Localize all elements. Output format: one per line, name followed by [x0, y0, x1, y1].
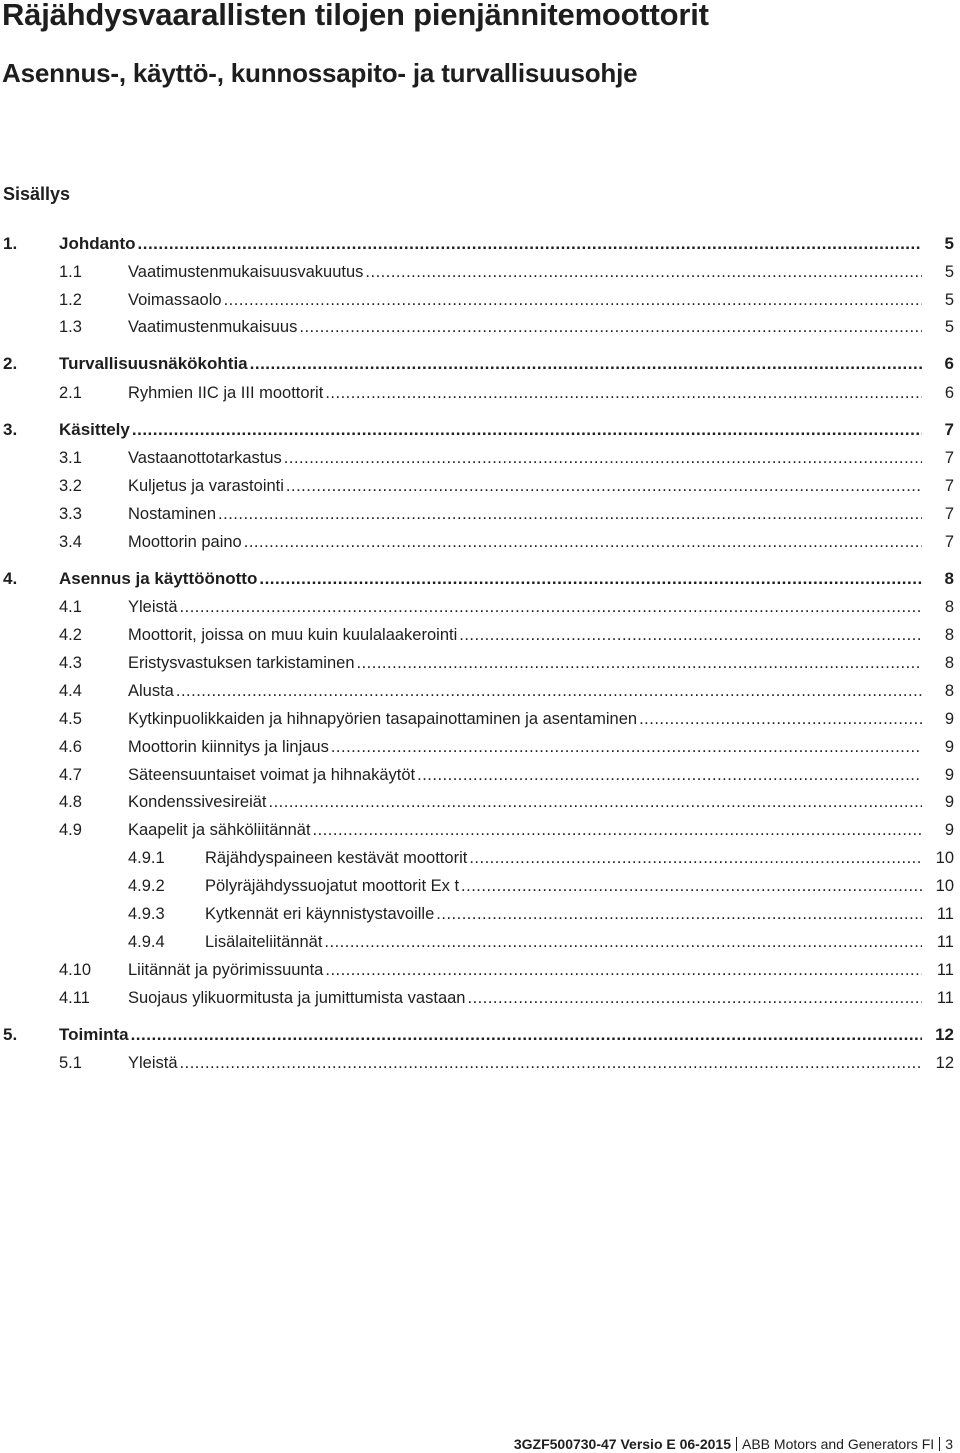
- toc-leader-dots: [417, 762, 922, 788]
- toc-entry-title: Moottorin paino: [128, 533, 242, 551]
- toc-entry[interactable]: [0, 957, 960, 983]
- toc-entry[interactable]: [0, 873, 960, 899]
- toc-entry-page: 7: [944, 505, 954, 523]
- toc-entry-title: Moottorin kiinnitys ja linjaus: [128, 738, 329, 756]
- toc-entry-number: 4.6: [59, 738, 82, 756]
- toc-entry-page: 12: [935, 1025, 954, 1044]
- toc-entry[interactable]: [0, 501, 960, 527]
- toc-entry[interactable]: [0, 259, 960, 285]
- toc-entry[interactable]: [0, 380, 960, 406]
- toc-entry-title: Turvallisuusnäkökohtia: [59, 354, 248, 373]
- toc-entry-title: Yleistä: [128, 1054, 178, 1072]
- toc-entry-number: 4.2: [59, 626, 82, 644]
- toc-entry-title: Pölyräjähdyssuojatut moottorit Ex t: [205, 877, 460, 895]
- toc-entry-number: 4.9.2: [128, 877, 165, 895]
- toc-entry-number: 4.1: [59, 598, 82, 616]
- toc-entry-title: Kaapelit ja sähköliitännät: [128, 821, 311, 839]
- toc-leader-dots: [461, 873, 922, 899]
- toc-entry-page: 12: [935, 1054, 954, 1072]
- toc-entry-number: 4.5: [59, 710, 82, 728]
- toc-leader-dots: [132, 417, 922, 443]
- toc-leader-dots: [299, 314, 922, 340]
- toc-entry-number: 5.: [3, 1025, 18, 1044]
- toc-leader-dots: [131, 1022, 922, 1048]
- toc-entry-title: Kondenssivesireiät: [128, 793, 267, 811]
- toc-entry[interactable]: [0, 1022, 960, 1048]
- footer-divider: [939, 1437, 940, 1451]
- toc-leader-dots: [365, 259, 922, 285]
- toc-entry-number: 5.1: [59, 1054, 82, 1072]
- toc-leader-dots: [180, 594, 922, 620]
- toc-entry-number: 4.: [3, 569, 18, 588]
- toc-entry-number: 4.9: [59, 821, 82, 839]
- toc-leader-dots: [138, 231, 923, 257]
- toc-entry[interactable]: [0, 678, 960, 704]
- toc-entry-number: 4.3: [59, 654, 82, 672]
- toc-entry-page: 9: [944, 766, 954, 784]
- toc-leader-dots: [357, 650, 923, 676]
- toc-leader-dots: [180, 1050, 922, 1076]
- toc-entry[interactable]: [0, 706, 960, 732]
- toc-entry-page: 11: [936, 961, 954, 979]
- toc-entry-title: Alusta: [128, 682, 174, 700]
- toc-leader-dots: [325, 380, 922, 406]
- document-title: Räjähdysvaarallisten tilojen pienjännitemoottorit: [2, 0, 709, 32]
- toc-entry-page: 7: [944, 420, 954, 439]
- toc-leader-dots: [224, 287, 922, 313]
- toc-leader-dots: [331, 734, 922, 760]
- footer-page-number: 3: [945, 1436, 953, 1452]
- toc-entry[interactable]: [0, 622, 960, 648]
- toc-entry-page: 8: [944, 654, 954, 672]
- toc-entry-number: 2.: [3, 354, 18, 373]
- toc-leader-dots: [639, 706, 922, 732]
- toc-entry-title: Vaatimustenmukaisuus: [128, 318, 298, 336]
- toc-entry-page: 11: [936, 905, 954, 923]
- toc-entry-page: 9: [944, 710, 954, 728]
- toc-entry-page: 6: [944, 354, 954, 373]
- toc-entry-page: 8: [944, 598, 954, 616]
- toc-leader-dots: [325, 957, 922, 983]
- toc-leader-dots: [244, 529, 922, 555]
- toc-leader-dots: [284, 445, 922, 471]
- toc-entry-page: 6: [944, 384, 954, 402]
- toc-entry-number: 1.1: [59, 263, 82, 281]
- toc-entry-title: Käsittely: [59, 420, 130, 439]
- page-footer: [514, 1435, 953, 1453]
- toc-entry-page: 7: [944, 477, 954, 495]
- toc-entry-title: Liitännät ja pyörimissuunta: [128, 961, 324, 979]
- toc-entry-page: 9: [944, 793, 954, 811]
- toc-entry[interactable]: [0, 789, 960, 815]
- toc-entry-number: 3.2: [59, 477, 82, 495]
- toc-entry[interactable]: [0, 1050, 960, 1076]
- toc-entry-title: Säteensuuntaiset voimat ja hihnakäytöt: [128, 766, 416, 784]
- toc-entry-title: Asennus ja käyttöönotto: [59, 569, 258, 588]
- toc-entry-number: 4.9.4: [128, 933, 165, 951]
- toc-entry-page: 5: [944, 291, 954, 309]
- toc-entry-title: Moottorit, joissa on muu kuin kuulalaakerointi: [128, 626, 458, 644]
- toc-entry-number: 4.7: [59, 766, 82, 784]
- toc-entry-number: 4.9.3: [128, 905, 165, 923]
- toc-entry-number: 4.4: [59, 682, 82, 700]
- toc-entry-page: 9: [944, 738, 954, 756]
- toc-entry-title: Kuljetus ja varastointi: [128, 477, 284, 495]
- footer-divider: [736, 1437, 737, 1451]
- toc-entry[interactable]: [0, 817, 960, 843]
- toc-entry-title: Suojaus ylikuormitusta ja jumittumista vastaan: [128, 989, 466, 1007]
- toc-entry-page: 9: [944, 821, 954, 839]
- toc-entry-page: 8: [944, 682, 954, 700]
- toc-leader-dots: [313, 817, 922, 843]
- toc-entry[interactable]: [0, 445, 960, 471]
- toc-entry-title: Voimassaolo: [128, 291, 222, 309]
- toc-entry-number: 2.1: [59, 384, 82, 402]
- toc-leader-dots: [286, 473, 922, 499]
- toc-leader-dots: [176, 678, 922, 704]
- footer-publisher: ABB Motors and Generators FI: [742, 1436, 935, 1452]
- toc-entry[interactable]: [0, 845, 960, 871]
- toc-entry-page: 11: [936, 989, 954, 1007]
- toc-heading: Sisällys: [3, 184, 71, 204]
- toc-entry-page: 5: [944, 234, 954, 253]
- toc-entry-number: 1.2: [59, 291, 82, 309]
- toc-entry-title: Kytkennät eri käynnistystavoille: [205, 905, 435, 923]
- toc-entry-page: 7: [944, 449, 954, 467]
- toc-entry-title: Vaatimustenmukaisuusvakuutus: [128, 263, 364, 281]
- toc-entry-title: Räjähdyspaineen kestävät moottorit: [205, 849, 468, 867]
- toc-leader-dots: [459, 622, 922, 648]
- toc-entry-number: 4.9.1: [128, 849, 165, 867]
- toc-entry-page: 11: [936, 933, 954, 951]
- toc-entry[interactable]: [0, 473, 960, 499]
- toc-entry-number: 3.: [3, 420, 18, 439]
- toc-entry-number: 4.10: [59, 961, 92, 979]
- toc-entry-number: 1.: [3, 234, 18, 253]
- footer-doc-id: 3GZF500730-47 Versio E 06-2015: [513, 1436, 731, 1452]
- toc-entry-title: Eristysvastuksen tarkistaminen: [128, 654, 355, 672]
- toc-leader-dots: [250, 351, 922, 377]
- toc-entry-title: Yleistä: [128, 598, 178, 616]
- toc-entry[interactable]: [0, 351, 960, 377]
- toc-entry[interactable]: [0, 231, 960, 257]
- toc-entry-number: 4.11: [59, 989, 90, 1007]
- toc-entry[interactable]: [0, 985, 960, 1011]
- toc-leader-dots: [467, 985, 922, 1011]
- toc-entry-title: Lisälaiteliitännät: [205, 933, 323, 951]
- toc-entry[interactable]: [0, 929, 960, 955]
- toc-entry-title: Vastaanottotarkastus: [128, 449, 282, 467]
- toc-entry-page: 10: [935, 849, 954, 867]
- toc-entry-title: Johdanto: [59, 234, 136, 253]
- toc-entry-page: 10: [935, 877, 954, 895]
- document-subtitle: Asennus-, käyttö-, kunnossapito- ja turvallisuusohje: [2, 58, 638, 88]
- toc-leader-dots: [269, 789, 923, 815]
- toc-entry[interactable]: [0, 650, 960, 676]
- toc-leader-dots: [436, 901, 922, 927]
- toc-entry[interactable]: [0, 566, 960, 592]
- toc-entry[interactable]: [0, 594, 960, 620]
- toc-entry-page: 8: [944, 569, 954, 588]
- toc-entry[interactable]: [0, 417, 960, 443]
- toc-entry-number: 1.3: [59, 318, 82, 336]
- toc-entry-page: 8: [944, 626, 954, 644]
- toc-entry-page: 5: [944, 263, 954, 281]
- toc-entry-number: 3.1: [59, 449, 82, 467]
- toc-entry[interactable]: [0, 762, 960, 788]
- toc-entry-number: 3.3: [59, 505, 82, 523]
- toc-entry[interactable]: [0, 734, 960, 760]
- toc-entry-title: Toiminta: [59, 1025, 129, 1044]
- toc-entry-number: 3.4: [59, 533, 82, 551]
- toc-leader-dots: [259, 566, 922, 592]
- toc-leader-dots: [469, 845, 922, 871]
- toc-leader-dots: [218, 501, 922, 527]
- toc-entry-title: Nostaminen: [128, 505, 217, 523]
- toc-entry[interactable]: [0, 314, 960, 340]
- toc-entry[interactable]: [0, 529, 960, 555]
- toc-entry-page: 7: [944, 533, 954, 551]
- toc-entry-number: 4.8: [59, 793, 82, 811]
- toc-entry[interactable]: [0, 901, 960, 927]
- toc-entry-page: 5: [944, 318, 954, 336]
- toc-entry-title: Ryhmien IIC ja III moottorit: [128, 384, 324, 402]
- toc-leader-dots: [324, 929, 922, 955]
- toc-entry[interactable]: [0, 287, 960, 313]
- toc-entry-title: Kytkinpuolikkaiden ja hihnapyörien tasapainottaminen ja asentaminen: [128, 710, 638, 728]
